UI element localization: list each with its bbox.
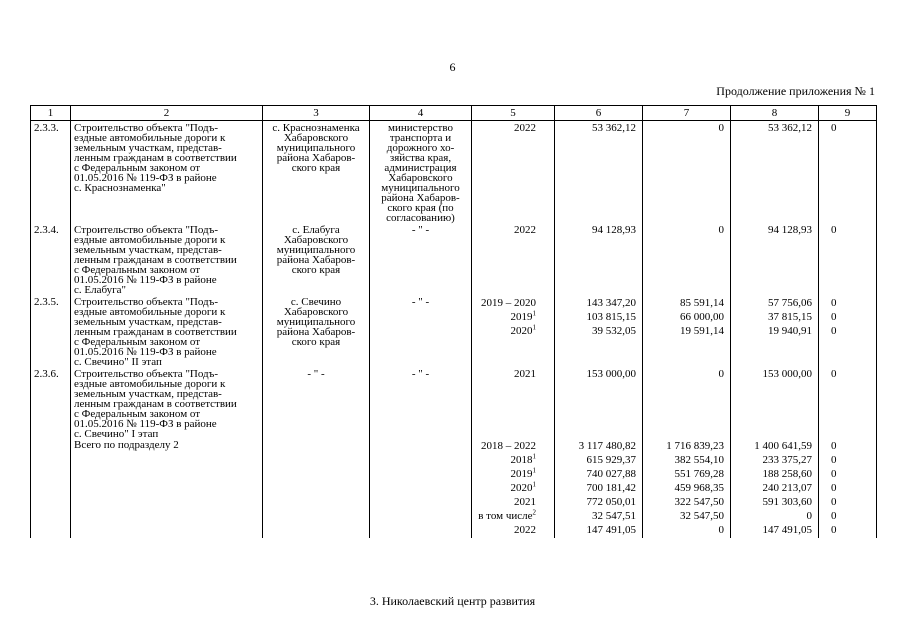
cell-line: 37 815,15 (768, 311, 812, 323)
cell-line: муниципального (276, 244, 356, 256)
cell-line: с. Елабуга" (74, 284, 127, 296)
cell-line: 772 050,01 (586, 496, 636, 508)
year-text: 2018 – 2022 (481, 440, 536, 452)
table-row (31, 295, 877, 367)
col-header: 7 (643, 106, 731, 121)
value-federal (731, 295, 819, 367)
cell-line: ского края (по (387, 202, 454, 214)
cell-line: 0 (831, 122, 837, 134)
item-location (263, 295, 370, 367)
cell-line: 0 (718, 224, 724, 236)
item-executor (370, 295, 472, 367)
item-description (71, 223, 263, 295)
cell-line: 0 (831, 482, 837, 494)
col-header: 9 (819, 106, 877, 121)
cell-line: 740 027,88 (586, 468, 636, 480)
year-text: 2018 (510, 454, 533, 466)
cell-line: ского края (291, 264, 341, 276)
cell-line: 551 769,28 (674, 468, 724, 480)
cell-line: 0 (831, 454, 837, 466)
cell-line: 39 532,05 (592, 325, 636, 337)
cell-line: 3 117 480,82 (578, 440, 636, 452)
cell-line: ленным гражданам в соответствии (74, 398, 237, 410)
cell-line: 0 (806, 510, 812, 522)
cell-line: 153 000,00 (762, 368, 812, 380)
cell-line: с. Свечино (290, 296, 342, 308)
cell-line: Строительство объекта "Подъ- (74, 296, 219, 308)
year-text: 2020 (510, 325, 533, 337)
col-header: 3 (263, 106, 370, 121)
year-value (475, 440, 536, 454)
year-value (475, 468, 536, 482)
year-value (475, 496, 536, 510)
cell-line: земельным участкам, предстaв- (74, 142, 222, 154)
appendix-continuation: Продолжение приложения № 1 (716, 84, 875, 98)
year-text: 2021 (514, 368, 536, 380)
cell-line: с. Краснознаменка" (74, 182, 166, 194)
cell-line: 382 554,10 (674, 454, 724, 466)
cell-line: земельным участкам, предстaв- (74, 388, 222, 400)
cell-line: 01.05.2016 № 119-ФЗ в районе (74, 274, 217, 286)
item-number (31, 121, 71, 224)
cell-line: ленным гражданам в соответствии (74, 254, 237, 266)
cell-line: 01.05.2016 № 119-ФЗ в районе (74, 172, 217, 184)
total-value-total (555, 439, 643, 538)
value-regional (643, 121, 731, 224)
cell-line: 2.3.3. (34, 122, 59, 134)
cell-line: 0 (831, 311, 837, 323)
cell-line: 85 591,14 (680, 297, 724, 309)
item-executor (370, 367, 472, 439)
cell-line: 32 547,51 (592, 510, 636, 522)
total-value-regional (643, 439, 731, 538)
cell-line: 0 (831, 224, 837, 236)
cell-line: транспорта и (389, 132, 452, 144)
section-title: 3. Николаевский центр развития (369, 594, 536, 608)
cell-line: района Хабаров- (276, 254, 356, 266)
cell-line: 0 (831, 510, 837, 522)
cell-line: 0 (831, 496, 837, 508)
cell-line: Строительство объекта "Подъ- (74, 122, 219, 134)
cell-line: 459 968,35 (674, 482, 724, 494)
item-executor (370, 121, 472, 224)
cell-line: района Хабаров- (276, 326, 356, 338)
cell-line: 19 591,14 (680, 325, 724, 337)
total-value-federal (731, 439, 819, 538)
cell-line: 53 362,12 (768, 122, 812, 134)
cell-line: 153 000,00 (586, 368, 636, 380)
cell-line: с. Свечино" I этап (74, 428, 159, 440)
item-years (472, 223, 555, 295)
cell-line: 0 (831, 440, 837, 452)
cell-line: 0 (831, 297, 837, 309)
year-text: 2020 (510, 482, 533, 494)
value-federal (731, 367, 819, 439)
cell-line: Хабаровского (283, 132, 349, 144)
total-empty-place (263, 439, 370, 538)
cell-line: ского края (291, 162, 341, 174)
total-value-other (819, 439, 877, 538)
total-years (472, 439, 555, 538)
cell-line: Хабаровского (388, 172, 453, 184)
cell-line: согласованию) (386, 212, 455, 224)
cell-line: 1 400 641,59 (754, 440, 812, 452)
header-row (31, 106, 877, 121)
cell-line: 01.05.2016 № 119-ФЗ в районе (74, 418, 217, 430)
year-text: 2019 (510, 468, 533, 480)
footnote-mark: 2 (532, 508, 536, 517)
table-row (31, 367, 877, 439)
item-description (71, 121, 263, 224)
cell-line: 591 303,60 (762, 496, 812, 508)
cell-line: 0 (718, 368, 724, 380)
item-description (71, 367, 263, 439)
item-location (263, 367, 370, 439)
year-value (475, 123, 536, 133)
cell-line: ездные автомобильные дороги к (74, 378, 226, 390)
page-number: 6 (449, 60, 456, 74)
col-header: 6 (555, 106, 643, 121)
cell-line: 240 213,07 (762, 482, 812, 494)
value-other (819, 223, 877, 295)
value-total (555, 295, 643, 367)
cell-line: 0 (831, 524, 837, 536)
col-header: 8 (731, 106, 819, 121)
col-header: 2 (71, 106, 263, 121)
year-text: 2019 (510, 311, 533, 323)
footnote-mark: 1 (532, 452, 536, 461)
cell-line: 322 547,50 (674, 496, 724, 508)
cell-line: 147 491,05 (586, 524, 636, 536)
year-value (475, 510, 536, 524)
cell-line: - " - (411, 368, 430, 380)
total-empty-num (31, 439, 71, 538)
item-description (71, 295, 263, 367)
table-row (31, 121, 877, 224)
cell-line: 0 (831, 325, 837, 337)
cell-line: муниципального (381, 182, 460, 194)
footnote-mark: 1 (532, 309, 536, 318)
cell-line: 0 (718, 122, 724, 134)
year-value (475, 482, 536, 496)
cell-line: ского края (291, 336, 341, 348)
cell-line: 2.3.5. (34, 296, 59, 308)
cell-line: 0 (718, 524, 724, 536)
value-total (555, 367, 643, 439)
cell-line: земельным участкам, предстaв- (74, 316, 222, 328)
cell-line: 57 756,06 (768, 297, 812, 309)
cell-line: ездные автомобильные дороги к (74, 306, 226, 318)
total-label-text: Всего по подразделу 2 (74, 439, 179, 451)
cell-line: 143 347,20 (586, 297, 636, 309)
cell-line: 94 128,93 (592, 224, 636, 236)
item-years (472, 295, 555, 367)
item-location (263, 121, 370, 224)
cell-line: с Федеральным законом от (74, 264, 201, 276)
total-empty-exec (370, 439, 472, 538)
cell-line: министерство (387, 122, 453, 134)
cell-line: 700 181,42 (586, 482, 636, 494)
value-other (819, 295, 877, 367)
cell-line: с Федеральным законом от (74, 408, 201, 420)
cell-line: 2.3.6. (34, 368, 59, 380)
year-value (475, 225, 536, 235)
cell-line: Строительство объекта "Подъ- (74, 368, 219, 380)
col-header: 1 (31, 106, 71, 121)
cell-line: - " - (307, 368, 325, 380)
cell-line: с. Свечино" II этап (74, 356, 162, 368)
cell-line: 2.3.4. (34, 224, 59, 236)
year-value (475, 369, 536, 379)
cell-line: района Хабаров- (381, 192, 460, 204)
cell-line: 0 (831, 368, 837, 380)
table-row (31, 223, 877, 295)
value-total (555, 223, 643, 295)
year-text: 2022 (514, 224, 536, 236)
year-text: 2022 (514, 122, 536, 134)
cell-line: с Федеральным законом от (74, 162, 201, 174)
col-header: 5 (472, 106, 555, 121)
item-years (472, 121, 555, 224)
year-text: 2022 (514, 524, 536, 536)
year-value (475, 325, 536, 339)
year-value (475, 297, 536, 311)
cell-line: Строительство объекта "Подъ- (74, 224, 219, 236)
total-label (71, 439, 263, 538)
cell-line: ездные автомобильные дороги к (74, 234, 226, 246)
footnote-mark: 1 (532, 480, 536, 489)
item-number (31, 223, 71, 295)
year-value (475, 454, 536, 468)
cell-line: ездные автомобильные дороги к (74, 132, 226, 144)
item-number (31, 295, 71, 367)
cell-line: - " - (411, 224, 430, 236)
value-total (555, 121, 643, 224)
year-text: в том числе (478, 510, 533, 522)
cell-line: администрация (384, 162, 457, 174)
cell-line: 66 000,00 (680, 311, 724, 323)
cell-line: Хабаровского (283, 306, 349, 318)
cell-line: 1 716 839,23 (666, 440, 724, 452)
cell-line: 233 375,27 (762, 454, 812, 466)
cell-line: 615 929,37 (586, 454, 636, 466)
footnote-mark: 1 (532, 323, 536, 332)
cell-line: 01.05.2016 № 119-ФЗ в районе (74, 346, 217, 358)
cell-line: муниципального (276, 316, 356, 328)
cell-line: дорожного хо- (386, 142, 455, 154)
value-regional (643, 295, 731, 367)
program-table (30, 105, 877, 538)
cell-line: 188 258,60 (762, 468, 812, 480)
cell-line: 53 362,12 (592, 122, 636, 134)
cell-line: - " - (411, 296, 430, 308)
cell-line: с Федеральным законом от (74, 336, 201, 348)
value-federal (731, 223, 819, 295)
item-executor (370, 223, 472, 295)
value-other (819, 367, 877, 439)
cell-line: 32 547,50 (680, 510, 724, 522)
value-other (819, 121, 877, 224)
cell-line: 19 940,91 (768, 325, 812, 337)
footnote-mark: 1 (532, 466, 536, 475)
item-location (263, 223, 370, 295)
cell-line: 103 815,15 (586, 311, 636, 323)
value-regional (643, 223, 731, 295)
cell-line: с. Краснознаменка (272, 122, 360, 134)
cell-line: 0 (831, 468, 837, 480)
value-federal (731, 121, 819, 224)
cell-line: 147 491,05 (762, 524, 812, 536)
value-regional (643, 367, 731, 439)
cell-line: района Хабаров- (276, 152, 356, 164)
cell-line: с. Елабуга (292, 224, 340, 236)
col-header: 4 (370, 106, 472, 121)
item-number (31, 367, 71, 439)
cell-line: зяйства края, (389, 152, 452, 164)
cell-line: Хабаровского (283, 234, 349, 246)
year-text: 2019 – 2020 (481, 297, 536, 309)
year-text: 2021 (514, 496, 536, 508)
cell-line: ленным гражданам в соответствии (74, 326, 237, 338)
year-value (475, 524, 536, 538)
cell-line: ленным гражданам в соответствии (74, 152, 237, 164)
item-years (472, 367, 555, 439)
year-value (475, 311, 536, 325)
cell-line: 94 128,93 (768, 224, 812, 236)
cell-line: земельным участкам, предстaв- (74, 244, 222, 256)
cell-line: муниципального (276, 142, 356, 154)
total-row (31, 439, 877, 538)
